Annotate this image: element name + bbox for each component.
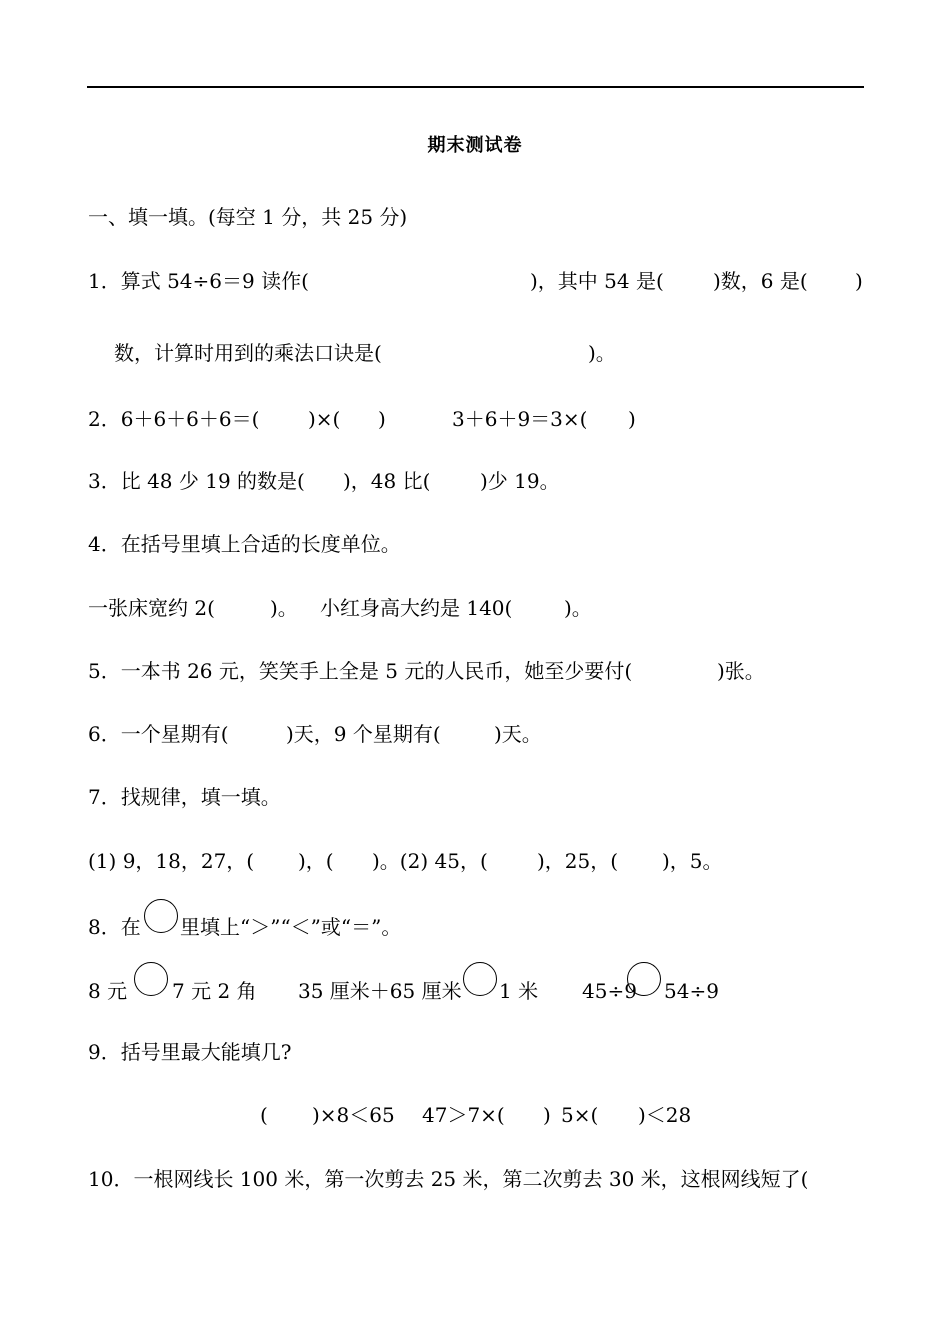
compare-circle-icon[interactable] [627, 962, 661, 996]
q7-prompt: 7．找规律，填一填。 [88, 785, 281, 809]
q9-text-d: ) [543, 1103, 551, 1127]
q4-text-c: 小红身高大约是 140( [320, 596, 513, 620]
q8-text-a: 8．在 [88, 915, 141, 939]
q7-text-b: )，( [298, 849, 334, 873]
q4-text-b: )。 [270, 596, 298, 620]
q4-prompt: 4．在括号里填上合适的长度单位。 [88, 532, 401, 556]
q9-text-e: 5×( [561, 1103, 599, 1127]
q5-text-a: 5．一本书 26 元，笑笑手上全是 5 元的人民币，她至少要付( [88, 659, 633, 683]
q2-text-b: )×( [308, 407, 341, 431]
q9-text-a: ( [260, 1103, 268, 1127]
q4-text-d: )。 [564, 596, 592, 620]
q3-text-b: )，48 比( [343, 469, 431, 493]
q2-text-c: ) [378, 407, 386, 431]
q7-text-d: )，25，( [537, 849, 619, 873]
q1-text-d: ) [855, 269, 863, 293]
q8-expr2-right: 1 米 [499, 979, 539, 1003]
q8-expr3-left: 45÷9 [582, 979, 637, 1003]
header-rule [87, 86, 864, 88]
q7-text-a: (1) 9，18，27，( [88, 849, 255, 873]
page-title: 期末测试卷 [427, 135, 523, 156]
q1-text-e: 数，计算时用到的乘法口诀是( [114, 341, 382, 365]
q6-text-c: )天。 [494, 722, 542, 746]
q9-text-b: )×8＜65 [312, 1103, 395, 1127]
q10-text-a: 10．一根网线长 100 米，第一次剪去 25 米，第二次剪去 30 米，这根网线短了( [88, 1167, 809, 1191]
q6-text-b: )天，9 个星期有( [286, 722, 441, 746]
q4-text-a: 一张床宽约 2( [88, 596, 215, 620]
q8-text-b: 里填上“＞”“＜”或“＝”。 [180, 915, 402, 939]
q3-text-c: )少 19。 [480, 469, 560, 493]
compare-circle-icon[interactable] [134, 962, 168, 996]
q8-expr1-right: 7 元 2 角 [172, 979, 257, 1003]
q9-text-c: 47＞7×( [422, 1103, 505, 1127]
q7-text-c: )。(2) 45，( [372, 849, 488, 873]
q5-text-b: )张。 [717, 659, 765, 683]
q1-text-b: )，其中 54 是( [530, 269, 664, 293]
q1-text-a: 1．算式 54÷6＝9 读作( [88, 269, 309, 293]
q1-text-f: )。 [588, 341, 616, 365]
answer-circle-icon [144, 899, 178, 933]
q8-expr2-left: 35 厘米＋65 厘米 [298, 979, 462, 1003]
compare-circle-icon[interactable] [463, 962, 497, 996]
q8-expr3-right: 54÷9 [664, 979, 719, 1003]
q9-prompt: 9．括号里最大能填几? [88, 1040, 292, 1064]
q2-text-d: 3＋6＋9＝3×( [452, 407, 588, 431]
q2-text-e: ) [628, 407, 636, 431]
q9-text-f: )＜28 [638, 1103, 692, 1127]
q7-text-e: )，5。 [662, 849, 723, 873]
q3-text-a: 3．比 48 少 19 的数是( [88, 469, 305, 493]
section-heading: 一、填一填。(每空 1 分，共 25 分) [88, 205, 408, 229]
q8-expr1-left: 8 元 [88, 979, 128, 1003]
q1-text-c: )数，6 是( [713, 269, 808, 293]
q6-text-a: 6．一个星期有( [88, 722, 229, 746]
q2-text-a: 2．6＋6＋6＋6＝( [88, 407, 260, 431]
